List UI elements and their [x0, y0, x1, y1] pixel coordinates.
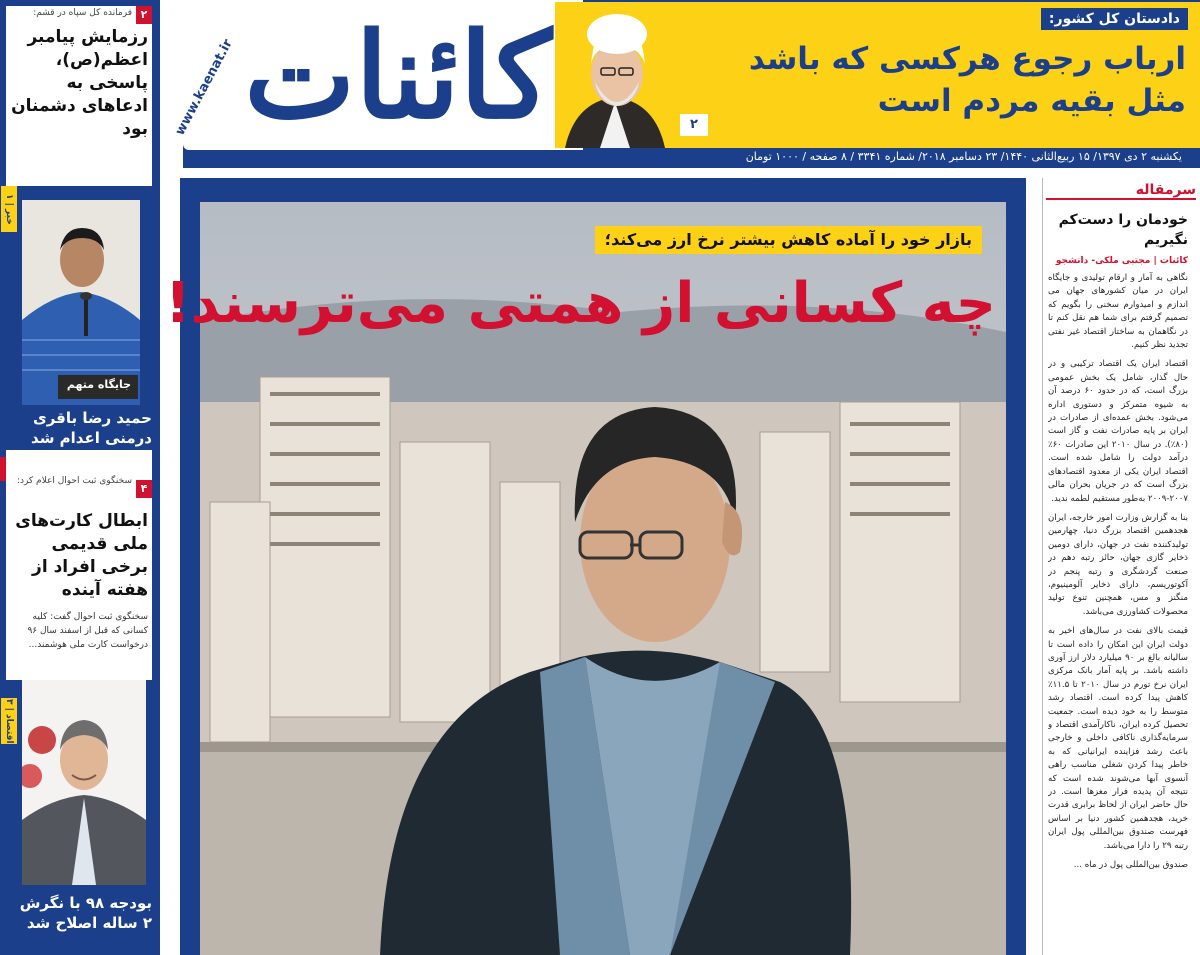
section-tag-news: خبر | ۱ — [1, 186, 17, 232]
editorial-paragraph: نگاهی به آمار و ارقام تولیدی و جایگاه ایران در میان کشورهای جهان می اندازم و امیدوارم سخنی را بگویم که تصمیم گرفتم برای شما هم نقل کنم تا در نگاهمان به ساختار اقتصاد غیر نفتی تجدید نظر کنیم. — [1048, 273, 1188, 351]
editorial-paragraph: قیمت بالای نفت در سال‌های اخیر به دولت ایران این امکان را داده است تا سالیانه بالغ بر ۹۰ میلیارد دلار ارز آوری داشته باشد. بر پایه آمار بانک مرکزی ایران نرخ تورم در سال ۲۰۱۰ تا ۱۱.۵٪ کاهش پیدا کرده است. اقتصاد رشد متوسط را به خود دیده است. جمعیت تحصیل کرده ایران، ناکارآمدی اقتصاد و سرمایه‌گذاری ناکافی داخلی و خارجی باعث رشد فزاینده ایرانیانی که به خاطر پیدا کردن شغلی مناسب راهی آنسوی آبها می‌شوند شده است که نتیجه آن پدیده فرار مغزها است. در حال حاضر ایران از لحاظ برابری قدرت خرید، هجدهمین کشور دنیا بر اساس فهرست صندوق بین‌المللی پول ایران رتبه ۲۹ را دارا می‌باشد. — [1048, 626, 1188, 851]
top-story-box[interactable] — [555, 2, 1200, 148]
prosecutor-portrait — [555, 2, 675, 148]
sidebar-story-top[interactable] — [6, 6, 152, 186]
official-photo — [22, 680, 146, 885]
cover-story-frame[interactable] — [165, 178, 1026, 955]
story-kicker: فرمانده کل سپاه در قشم: — [33, 8, 132, 18]
story-kicker: سخنگوی ثبت احوال اعلام کرد: — [16, 476, 132, 486]
story-headline[interactable]: ابطال کارت‌های ملی قدیمی برخی افراد از هفته آینده — [15, 511, 148, 600]
editorial-paragraph: اقتصاد ایران یک اقتصاد ترکیبی و در حال گذار، شامل یک بخش عمومی بزرگ است، که در حدود ۶۰ درصد آن به شیوه متمرکز و دستوری اداره می‌شود. بخش عمده‌ای از صادرات در ایران بر پایه صادرات نفت و گاز است (۸۰٪). در سال ۲۰۱۰ این صادرات ۶۰٪ درآمد دولت را شامل شده است. اقتصاد ایران یکی از معدود اقتصادهای بزرگ است که در جریان بحران مالی ۲۰۰۷-۲۰۰۹ به‌طور مستقیم لطمه ندید. — [1048, 359, 1188, 504]
column-divider — [1042, 178, 1043, 955]
newspaper-logo: کائنات — [244, 6, 552, 145]
editorial-paragraph: بنا به گزارش وزارت امور خارجه، ایران هجدهمین اقتصاد بزرگ دنیا، چهارمین تولیدکننده نفت در جهان، دارای دومین ذخایر گازی جهان، حائز رتبه دهم در صنعت گردشگری و رتبه پنجم در آکوتوریسم، دارای ذخایر آلومینیوم، منگنز و مس، همچنین تنوع تولید محصولات کشاورزی می‌باشد. — [1048, 512, 1188, 617]
editorial-paragraph: صندوق بین‌المللی پول در ماه ... — [1073, 860, 1188, 871]
sidebar-story-middle[interactable] — [6, 450, 152, 680]
editorial-body — [1048, 272, 1188, 952]
left-sidebar — [0, 0, 160, 955]
defendant-photo — [22, 200, 140, 405]
section-tag-economy: اقتصاد | ۳ — [1, 698, 17, 744]
editorial-byline: کائنات | مجتبی ملکی- دانشجو — [1055, 256, 1188, 266]
photo2-caption[interactable]: بودجه ۹۸ با نگرش ۲ ساله اصلاح شد — [19, 894, 152, 932]
page-number-badge: ۴ — [136, 480, 152, 498]
cover-story-kicker: بازار خود را آماده کاهش بیشتر نرخ ارز می‌کند؛ — [595, 226, 982, 254]
cover-story-headline[interactable]: چه کسانی از همتی می‌ترسند! — [165, 271, 996, 336]
photo1-caption[interactable]: حمید رضا باقری درمنی اعدام شد — [31, 409, 152, 447]
issue-dateline: یکشنبه ۲ دی ۱۳۹۷/ ۱۵ ربیع‌الثانی ۱۴۴۰/ ۲۳ دسامبر ۲۰۱۸/ شماره ۳۳۴۱ / ۸ صفحه / ۱۰۰۰ تومان — [745, 150, 1182, 163]
defendant-sign: جایگاه متهم — [66, 378, 132, 391]
story-headline[interactable]: رزمایش پیامبر اعظم(ص)، پاسخی به ادعاهای دشمنان بود — [11, 27, 148, 139]
top-story-headline[interactable]: ارباب رجوع هرکسی که باشد مثل بقیه مردم است — [748, 41, 1186, 119]
page-ref-badge: ۲ — [680, 114, 708, 136]
brand-band — [172, 0, 583, 150]
editorial-title[interactable]: خودمان را دست‌کم نگیریم — [1058, 212, 1188, 248]
top-story-kicker: دادستان کل کشور: — [1041, 8, 1188, 30]
website-url[interactable]: www.kaenat.ir — [172, 36, 236, 138]
story-lead: سخنگوی ثبت احوال گفت: کلیه کسانی که قبل از اسفند سال ۹۶ درخواست کارت ملی هوشمند... — [27, 612, 148, 650]
masthead — [172, 0, 1200, 168]
editorial-column[interactable] — [1040, 178, 1200, 955]
page-number-badge: ۲ — [136, 6, 152, 24]
editorial-section-label: سرمقاله — [1046, 182, 1196, 200]
